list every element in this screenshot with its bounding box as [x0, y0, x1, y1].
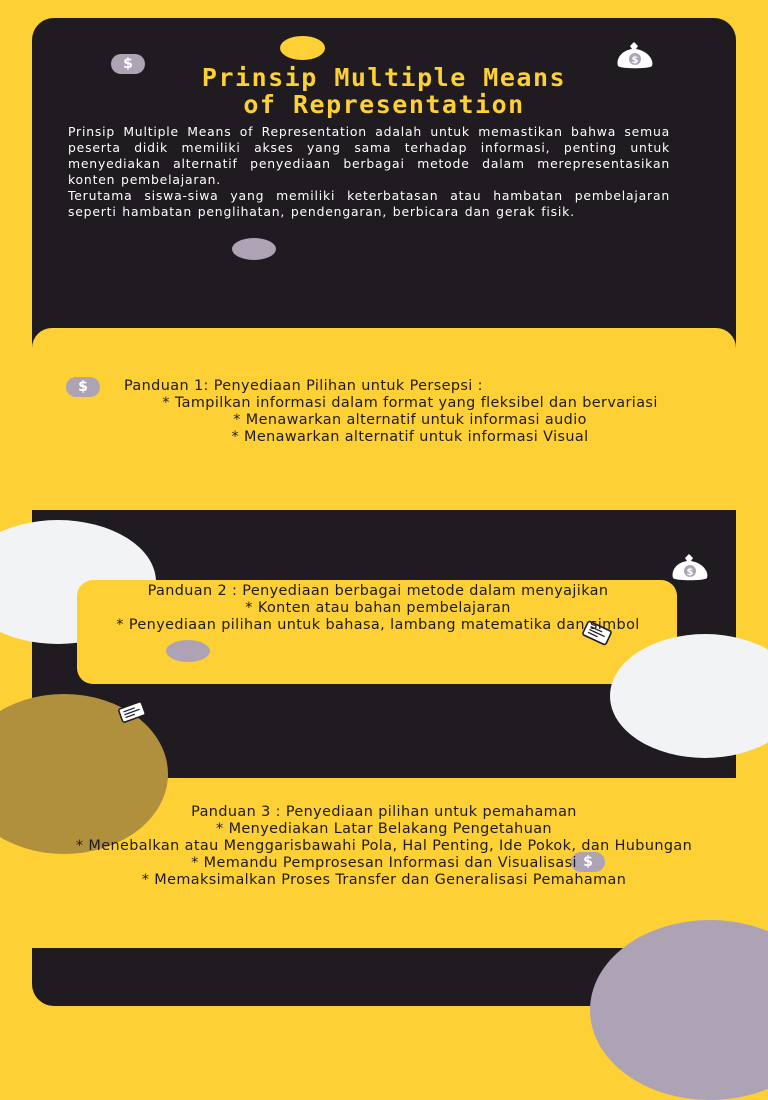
guide-2-title: Panduan 2 : Penyediaan berbagai metode dalam menyajikan [147, 583, 609, 599]
intro-paragraph-2: Terutama siswa-siwa yang memiliki keterbatasan atau hambatan pembelajaran seperti hambatan penglihatan, pendengaran, berbicara dan gerak fisik. [68, 188, 670, 219]
guide-3-item: * Memandu Pemprosesan Informasi dan Visualisasi [191, 855, 577, 871]
svg-text:$: $ [686, 567, 694, 578]
guide-1-item: * Menawarkan alternatif untuk informasi audio [233, 412, 587, 428]
title-line-2: of Representation [243, 90, 525, 119]
page-title [60, 64, 708, 118]
guide-1-item: * Menawarkan alternatif untuk informasi Visual [231, 429, 589, 445]
intro-text [68, 124, 670, 220]
guide-1 [110, 378, 710, 446]
guide-2-item: * Konten atau bahan pembelajaran [245, 600, 511, 616]
svg-text:$: $ [631, 55, 639, 66]
guide-3-title: Panduan 3 : Penyediaan pilihan untuk pemahaman [191, 804, 577, 820]
dollar-coin-icon: $ [66, 377, 100, 397]
yellow-dot [280, 36, 325, 60]
guide-3-item: * Memaksimalkan Proses Transfer dan Generalisasi Pemahaman [141, 872, 627, 888]
dollar-coin-icon: $ [111, 54, 145, 74]
guide-3 [0, 804, 768, 889]
guide-2-item: * Penyediaan pilihan untuk bahasa, lambang matematika dan simbol [116, 617, 640, 633]
intro-paragraph-1: Prinsip Multiple Means of Representation adalah untuk memastikan bahwa semua peserta didik memiliki akses yang sama terhadap informasi, penting untuk menyediakan alternatif penyediaan berbagai metode dalam merepresentasikan konten pembelajaran. [68, 124, 670, 187]
guide-1-item: * Tampilkan informasi dalam format yang fleksibel dan bervariasi [162, 395, 658, 411]
dollar-coin-icon: $ [571, 852, 605, 872]
money-bag-icon [668, 552, 712, 582]
guide-3-item: * Menyediakan Latar Belakang Pengetahuan [216, 821, 552, 837]
title-line-1: Prinsip Multiple Means [201, 63, 567, 92]
guide-1-title: Panduan 1: Penyediaan Pilihan untuk Persepsi : [124, 378, 483, 394]
mauve-dot-middle [166, 640, 210, 662]
banknote-icon [116, 700, 148, 724]
guide-2 [80, 583, 676, 634]
mauve-dot-top [232, 238, 276, 260]
guide-3-item: * Menebalkan atau Menggarisbawahi Pola, Hal Penting, Ide Pokok, dan Hubungan [75, 838, 693, 854]
